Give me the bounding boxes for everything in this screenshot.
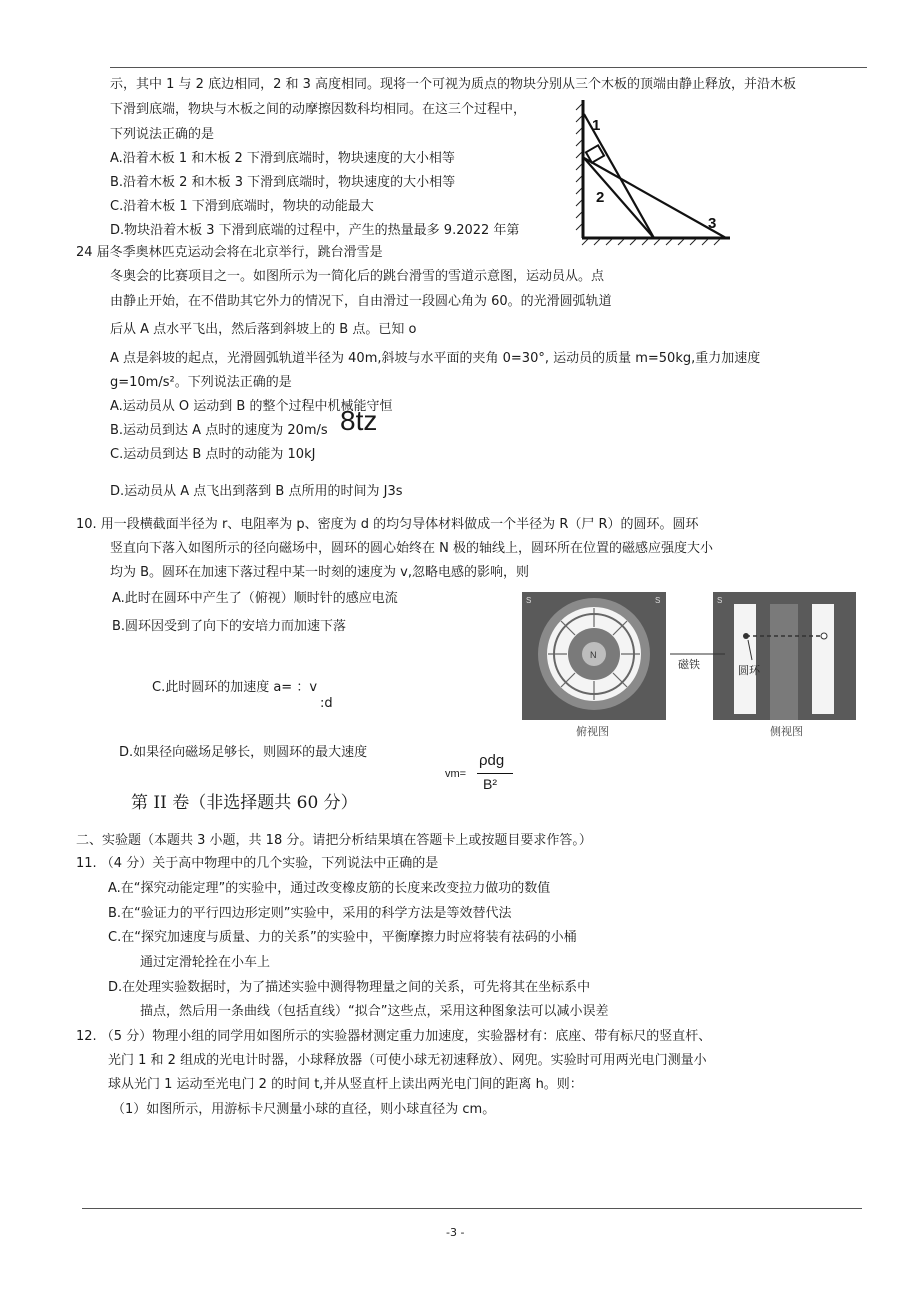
q10-option-b: B.圆环因受到了向下的安培力而加速下落 (112, 619, 347, 634)
q11-option-a: A.在“探究动能定理”的实验中，通过改变橡皮筋的长度来改变拉力做功的数值 (108, 881, 551, 896)
q12-stem-line2: 光门 1 和 2 组成的光电计时器，小球释放器（可使小球无初速释放）、网兜。实验时可用两光电门测量小 (108, 1053, 707, 1068)
section-ii-title: 第 II 卷（非选择题共 60 分） (131, 793, 358, 813)
pole-s-label-tl: S (526, 596, 532, 605)
q9-option-a: A.运动员从 O 运动到 B 的整个过程中机械能守恒 (110, 399, 393, 414)
top-view-caption: 俯视图 (576, 726, 609, 738)
pole-s-label-tr: S (655, 596, 661, 605)
radial-magnet-figure (520, 590, 858, 740)
wall-hatching (576, 104, 582, 230)
q9-stem-line2: 冬奥会的比赛项目之一。如图所示为一简化后的跳台滑雪的雪道示意图，运动员从。点 (110, 269, 605, 284)
q9-stem-line6: g=10m/s²。下列说法正确的是 (110, 375, 292, 390)
board-2-label: 2 (596, 189, 605, 206)
q8-option-d: D.物块沿着木板 3 下滑到底端的过程中，产生的热量最多 9.2022 年第 (110, 223, 520, 238)
q12-stem-line1: 12. （5 分）物理小组的同学用如图所示的实验器材测定重力加速度，实验器材有：底座、带有标尺的竖直杆、 (76, 1029, 712, 1044)
max-velocity-formula (445, 752, 525, 802)
section-ii-instructions: 二、实验题（本题共 3 小题，共 18 分。请把分析结果填在答题卡上或按题目要求作答。） (76, 833, 592, 848)
ring-left-cross-section (743, 633, 749, 639)
board-1-label: 1 (592, 117, 601, 134)
ground-hatching (582, 239, 720, 245)
incline-boards-figure (574, 96, 734, 246)
left-slot (734, 604, 756, 714)
q11-option-c: C.在“探究加速度与质量、力的关系”的实验中，平衡摩擦力时应将装有祛码的小桶 (108, 930, 577, 945)
board-3 (584, 158, 726, 238)
q12-stem-line3: 球从光门 1 运动至光电门 2 的时间 t,并从竖直杆上读出两光电门间的距离 h。则： (108, 1077, 583, 1092)
q10-option-c: C.此时圆环的加速度 a= ：v (152, 680, 318, 695)
q9-stem-line3: 由静止开始，在不借助其它外力的情况下，自由滑过一段圆心角为 60。的光滑圆弧轨道 (110, 294, 612, 309)
formula-lhs: vm= (445, 768, 467, 780)
q9-option-d: D.运动员从 A 点飞出到落到 B 点所用的时间为 J3s (110, 484, 403, 499)
formula-denominator: B² (483, 776, 497, 792)
q9-stem-line4: 后从 A 点水平飞出，然后落到斜坡上的 B 点。已知 o (110, 322, 417, 337)
center-pole (770, 604, 798, 720)
q10-stem-line1: 10. 用一段横截面半径为 r、电阻率为 p、密度为 d 的均匀导体材料做成一个半径为 R（尸 R）的圆环。圆环 (76, 517, 699, 532)
q9-option-b: B.运动员到达 A 点时的速度为 20m/s (110, 423, 328, 438)
q8-option-b: B.沿着木板 2 和木板 3 下滑到底端时，物块速度的大小相等 (110, 175, 456, 190)
q11-option-d-cont: 描点，然后用一条曲线（包括直线）“拟合”这些点，采用这种图象法可以减小误差 (140, 1004, 609, 1019)
header-rule (110, 67, 867, 68)
stray-text: 8tz (340, 405, 378, 436)
q11-option-c-cont: 通过定滑轮拴在小车上 (140, 955, 271, 970)
right-slot (812, 604, 834, 714)
formula-numerator: ρdg (479, 752, 505, 769)
formula-fraction-bar (477, 773, 513, 774)
footer-rule (82, 1208, 862, 1209)
q10-option-a: A.此时在圆环中产生了（俯视）顺时针的感应电流 (112, 591, 398, 606)
q8-stem-line1: 示，其中 1 与 2 底边相同，2 和 3 高度相同。现将一个可视为质点的物块分别从三个木板的顶端由静止释放，并沿木板 (110, 77, 797, 92)
q9-stem-line1: 24 届冬季奥林匹克运动会将在北京举行，跳台滑雪是 (76, 245, 383, 260)
pole-n-label: N (590, 650, 597, 660)
q12-part-1: （1）如图所示，用游标卡尺测量小球的直径，则小球直径为 cm。 (112, 1102, 496, 1117)
q8-stem-line3: 下列说法正确的是 (110, 127, 215, 142)
q10-option-d: D.如果径向磁场足够长，则圆环的最大速度 (119, 745, 368, 760)
board-2 (584, 158, 654, 238)
q10-stem-line3: 均为 B。圆环在加速下落过程中某一时刻的速度为 v,忽略电感的影响，则 (110, 565, 530, 580)
q10-option-c-denominator: :d (320, 696, 333, 711)
ring-right-cross-section (821, 633, 827, 639)
page-number: -3 - (446, 1226, 465, 1239)
q11-option-d: D.在处理实验数据时，为了描述实验中测得物理量之间的关系，可先将其在坐标系中 (108, 980, 591, 995)
board-3-label: 3 (708, 215, 717, 232)
q10-stem-line2: 竖直向下落入如图所示的径向磁场中，圆环的圆心始终在 N 极的轴线上，圆环所在位置的磁感应强度大小 (110, 541, 713, 556)
q9-stem-line5: A 点是斜坡的起点，光滑圆弧轨道半径为 40m,斜坡与水平面的夹角 0=30°, 运动员的质量 m=50kg,重力加速度 (110, 351, 761, 366)
q8-option-c: C.沿着木板 1 下滑到底端时，物块的动能最大 (110, 199, 374, 214)
q9-option-c: C.运动员到达 B 点时的动能为 10kJ (110, 447, 316, 462)
magnet-label: 磁铁 (678, 659, 700, 671)
q11-stem: 11. （4 分）关于高中物理中的几个实验，下列说法中正确的是 (76, 856, 439, 871)
q11-option-b: B.在“验证力的平行四边形定则”实验中，采用的科学方法是等效替代法 (108, 906, 512, 921)
q8-stem-line2: 下滑到底端，物块与木板之间的动摩擦因数科均相同。在这三个过程中， (110, 102, 527, 117)
q8-option-a: A.沿着木板 1 和木板 2 下滑到底端时，物块速度的大小相等 (110, 151, 455, 166)
pole-s-label-side: S (717, 596, 723, 605)
ring-label: 圆环 (738, 665, 760, 677)
side-view-caption: 侧视图 (770, 726, 803, 738)
